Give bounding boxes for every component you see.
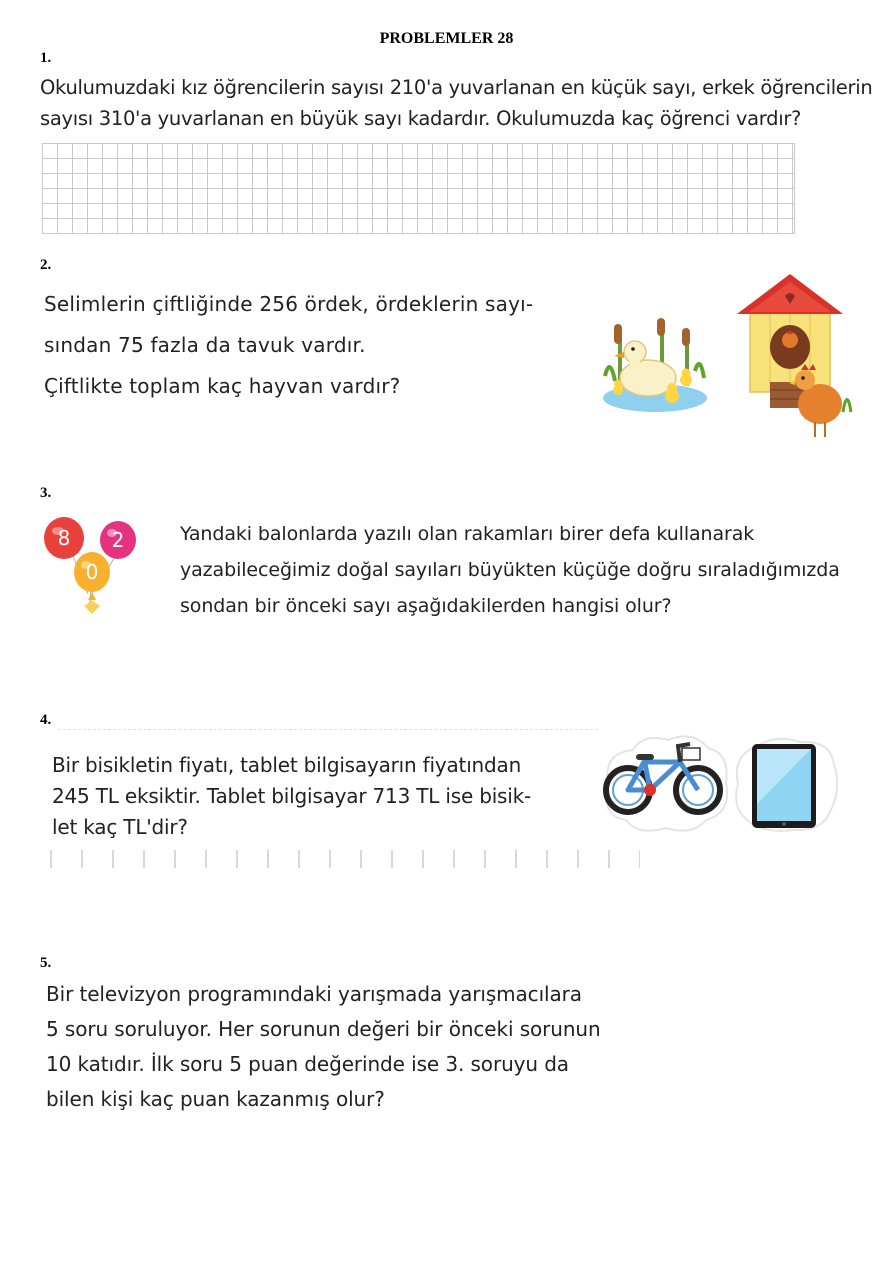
divider [58,729,598,730]
balloon-label-1: 8 [57,526,71,550]
problem-4-text [52,750,592,843]
hen-coop-icon [735,272,855,442]
problem-2-line-3: Çiftlikte toplam kaç hayvan vardır? [44,374,401,398]
problem-4-line-2: 245 TL eksiktir. Tablet bilgisayar 713 TL ise bisik- [52,784,532,808]
duck-icon [600,316,710,416]
problem-3-line-1: Yandaki balonlarda yazılı olan rakamları birer defa kullanarak [180,523,755,545]
answer-tick-line [50,850,640,868]
problem-2-text [44,284,589,407]
problem-3-number: 3. [40,485,52,501]
problem-5-line-1: Bir televizyon programındaki yarışmada yarışmacılara [46,982,582,1006]
problem-5-text [46,977,646,1117]
problem-5-line-2: 5 soru soruluyor. Her sorunun değeri bir önceki sorunun [46,1017,601,1041]
problem-4-number: 4. [40,712,52,728]
problem-4-line-3: let kaç TL'dir? [52,815,188,839]
problem-1-line-1: Okulumuzdaki kız öğrencilerin sayısı 210'a yuvarlanan en küçük sayı, erkek öğrencilerin [40,76,873,99]
problem-1-number: 1. [40,50,52,66]
problem-3-line-2: yazabileceğimiz doğal sayıları büyükten küçüğe doğru sıraladığımızda [180,559,840,581]
balloon-label-2: 2 [111,528,125,552]
tablet-icon [730,734,842,836]
problem-3-text [180,516,860,624]
problem-2-number: 2. [40,257,52,273]
page-title: PROBLEMLER 28 [379,30,514,47]
problem-1-line-2: sayısı 310'a yuvarlanan en büyük sayı kadardır. Okulumuzda kaç öğrenci vardır? [40,107,802,130]
problem-5-line-3: 10 katıdır. İlk soru 5 puan değerinde ise 3. soruyu da [46,1052,569,1076]
problem-5-line-4: bilen kişi kaç puan kazanmış olur? [46,1087,385,1111]
bicycle-icon [598,728,733,836]
balloon-label-3: 0 [85,560,99,584]
problem-1-text [40,72,873,134]
problem-4-line-1: Bir bisikletin fiyatı, tablet bilgisayarın fiyatından [52,753,522,777]
problem-2-line-1: Selimlerin çiftliğinde 256 ördek, ördeklerin sayı- [44,292,534,316]
answer-grid[interactable] [42,143,795,234]
balloons-icon [40,514,140,616]
problem-3-line-3: sondan bir önceki sayı aşağıdakilerden hangisi olur? [180,595,672,617]
problem-5-number: 5. [40,955,52,971]
problem-2-line-2: sından 75 fazla da tavuk vardır. [44,333,366,357]
